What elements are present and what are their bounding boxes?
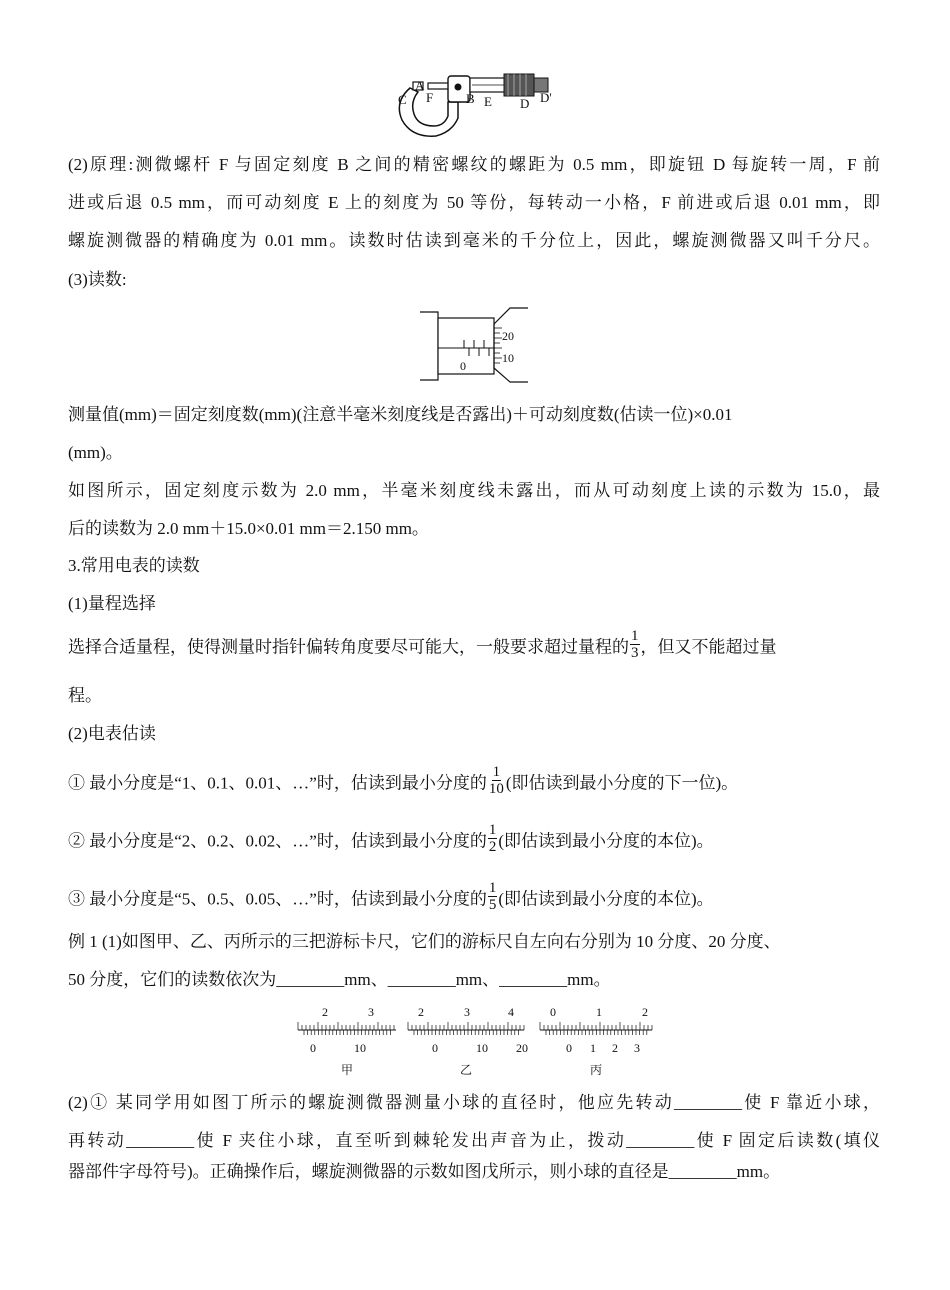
reading-heading: (3)读数: bbox=[68, 270, 127, 289]
label-D: D bbox=[520, 96, 530, 111]
caliper-vernier-label: 1 bbox=[590, 1041, 596, 1055]
example1-line-2: 50 分度，它们的读数依次为________mm、________mm、________mm。 bbox=[68, 970, 611, 989]
caliper-name: 甲 bbox=[341, 1063, 354, 1077]
label-B: B bbox=[466, 91, 475, 106]
caliper-main-label: 3 bbox=[464, 1005, 470, 1019]
caliper-main-label: 2 bbox=[322, 1005, 328, 1019]
reading-label-20: 20 bbox=[502, 329, 514, 343]
calipers-figure bbox=[296, 1004, 656, 1080]
range-text-c: 程。 bbox=[68, 686, 102, 705]
label-C: C bbox=[398, 92, 407, 107]
micrometer-reading-figure bbox=[418, 304, 530, 386]
caliper-vernier-label: 0 bbox=[566, 1041, 572, 1055]
reading-label-10: 10 bbox=[502, 351, 514, 365]
meters-heading: 3.常用电表的读数 bbox=[68, 556, 200, 575]
range-fraction: $\frac{1}{3}$ bbox=[631, 628, 639, 661]
caliper-vernier-label: 0 bbox=[432, 1041, 438, 1055]
caliper-vernier-label: 3 bbox=[634, 1041, 640, 1055]
caliper-3 bbox=[540, 1005, 652, 1077]
principle-line-2: 进或后退 0.5 mm，而可动刻度 E 上的刻度为 50 等份，每转动一小格，F 前进或后退 0.01 mm，即 bbox=[68, 193, 880, 212]
formula-line-2: (mm)。 bbox=[68, 443, 123, 462]
label-A: A bbox=[415, 78, 425, 93]
caliper-main-label: 0 bbox=[550, 1005, 556, 1019]
micrometer-figure bbox=[388, 66, 568, 142]
range-text-line bbox=[68, 628, 777, 665]
label-E: E bbox=[484, 94, 492, 109]
caliper-main-label: 1 bbox=[596, 1005, 602, 1019]
caliper-1 bbox=[298, 1005, 396, 1077]
caliper-2 bbox=[408, 1005, 528, 1077]
range-heading: (1)量程选择 bbox=[68, 594, 156, 613]
principle-line-3: 螺旋测微器的精确度为 0.01 mm。读数时估读到毫米的千分位上，因此，螺旋测微器又叫千分尺。 bbox=[68, 231, 880, 250]
example-line-2: 后的读数为 2.0 mm＋15.0×0.01 mm＝2.150 mm。 bbox=[68, 519, 429, 538]
caliper-main-label: 3 bbox=[368, 1005, 374, 1019]
example-line-1: 如图所示，固定刻度示数为 2.0 mm，半毫米刻度线未露出，而从可动刻度上读的示数为 15.0，最 bbox=[68, 481, 880, 500]
range-text-b: ，但又不能超过量 bbox=[640, 637, 777, 657]
caliper-main-label: 2 bbox=[418, 1005, 424, 1019]
example1-line-1: 例 1 (1)如图甲、乙、丙所示的三把游标卡尺，它们的游标尺自左向右分别为 10 分度、20 分度、 bbox=[68, 932, 781, 951]
caliper-vernier-label: 0 bbox=[310, 1041, 316, 1055]
principle-line-1: (2)原理:测微螺杆 F 与固定刻度 B 之间的精密螺纹的螺距为 0.5 mm，即旋钮 D 每旋转一周，F 前 bbox=[68, 155, 880, 174]
rule-1: ① 最小分度是“1、0.1、0.01、…”时，估读到最小分度的 $\frac{1}{10}$ (即估读到最小分度的下一位)。 bbox=[68, 764, 739, 797]
caliper-name: 丙 bbox=[590, 1063, 603, 1077]
caliper-name: 乙 bbox=[460, 1063, 473, 1077]
caliper-vernier-label: 10 bbox=[354, 1041, 366, 1055]
rule-2: ② 最小分度是“2、0.2、0.02、…”时，估读到最小分度的 $\frac{1}{2}$ (即估读到最小分度的本位)。 bbox=[68, 822, 714, 855]
rule-3: ③ 最小分度是“5、0.5、0.05、…”时，估读到最小分度的 $\frac{1}{5}$ (即估读到最小分度的本位)。 bbox=[68, 880, 714, 913]
caliper-vernier-label: 10 bbox=[476, 1041, 488, 1055]
part2-line-2: 再转动________使 F 夹住小球，直至听到棘轮发出声音为止，拨动________使 F 固定后读数(填仪 bbox=[68, 1131, 880, 1150]
label-F: F bbox=[426, 90, 434, 105]
reading-label-0: 0 bbox=[460, 359, 466, 373]
estimate-heading: (2)电表估读 bbox=[68, 724, 156, 743]
formula-line-1: 测量值(mm)＝固定刻度数(mm)(注意半毫米刻度线是否露出)＋可动刻度数(估读一位)×0.01 bbox=[68, 405, 733, 424]
label-D-prime: D' bbox=[540, 90, 552, 105]
caliper-vernier-label: 20 bbox=[516, 1041, 528, 1055]
caliper-main-label: 4 bbox=[508, 1005, 514, 1019]
part2-line-1: (2)① 某同学用如图丁所示的螺旋测微器测量小球的直径时，他应先转动________使 F 靠近小球， bbox=[68, 1093, 880, 1112]
part2-line-3: 器部件字母符号)。正确操作后，螺旋测微器的示数如图戊所示，则小球的直径是________mm。 bbox=[68, 1162, 781, 1181]
range-text-a: 选择合适量程，使得测量时指针偏转角度要尽可能大，一般要求超过量程的 bbox=[68, 637, 629, 657]
caliper-main-label: 2 bbox=[642, 1005, 648, 1019]
caliper-vernier-label: 2 bbox=[612, 1041, 618, 1055]
